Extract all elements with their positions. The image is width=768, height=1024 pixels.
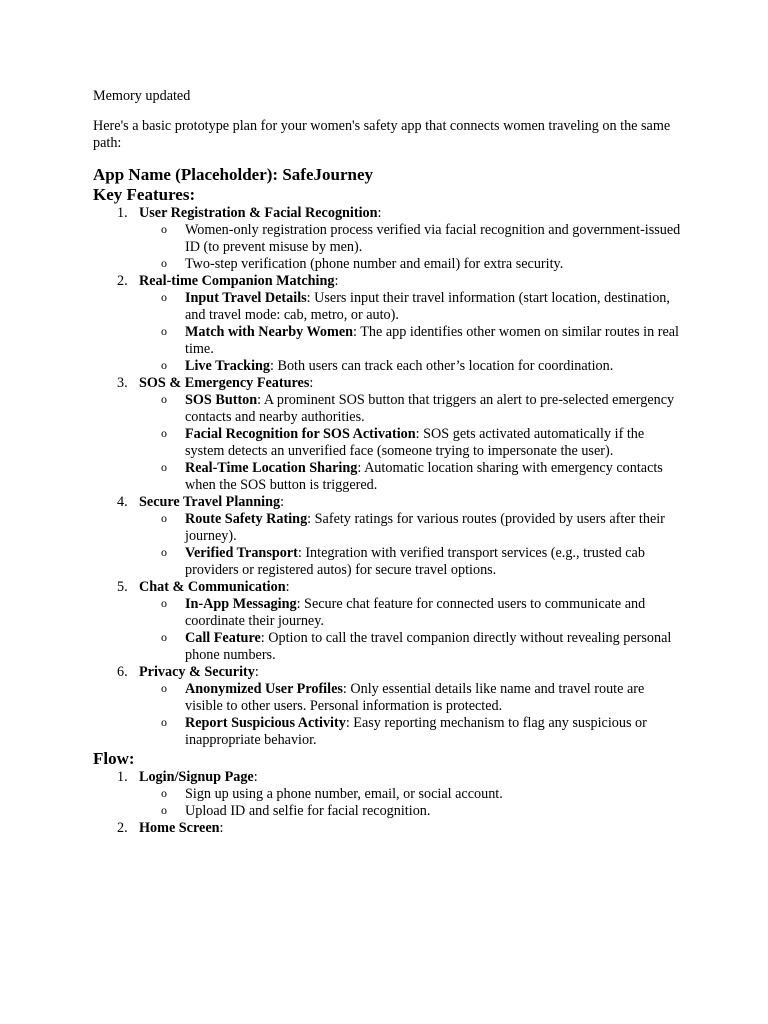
feature-subitem [139,324,683,358]
feature-item [93,664,683,749]
hollow-circle-bullet-icon: o [161,290,167,304]
feature-sublist [139,222,683,273]
feature-subitem [139,392,683,426]
feature-subitem-label: Anonymized User Profiles [185,681,343,697]
intro-paragraph: Here's a basic prototype plan for your women's safety app that connects women traveling on the same path: [93,118,671,151]
feature-subitem [139,256,683,273]
feature-subitem-text: : Both users can track each other’s location for coordination. [270,358,614,374]
feature-sublist [139,596,683,664]
feature-title: Chat & Communication [139,579,286,595]
hollow-circle-bullet-icon: o [161,715,167,729]
feature-subitem-label: Call Feature [185,630,261,646]
feature-subitem [139,681,683,715]
feature-subitem-label: Match with Nearby Women [185,324,354,340]
feature-sublist [139,511,683,579]
feature-subitem-label: SOS Button [185,392,258,408]
feature-subitem-text: : Option to call the travel companion directly without revealing personal phone numbers. [185,630,672,663]
hollow-circle-bullet-icon: o [161,545,167,559]
feature-subitem-text: : Automatic location sharing with emergency contacts when the SOS button is triggered. [185,460,663,493]
flow-step-number: 2. [117,820,128,836]
feature-subitem-label: Route Safety Rating [185,511,308,527]
feature-subitem-label: In-App Messaging [185,596,297,612]
hollow-circle-bullet-icon: o [161,324,167,338]
feature-subitem-text: : Users input their travel information (start location, destination, and travel mode: cab, metro, or auto). [185,290,670,323]
feature-subitem [139,290,683,324]
document-page [93,88,683,837]
flow-step-title-colon: : [253,769,258,785]
feature-title-colon: : [309,375,314,391]
flow-heading: Flow: [93,749,135,768]
key-features-heading: Key Features: [93,185,196,204]
hollow-circle-bullet-icon: o [161,803,167,817]
feature-subitem-label: Real-Time Location Sharing [185,460,358,476]
feature-subitem [139,630,683,664]
feature-subitem-text: : Only essential details like name and travel route are visible to other users. Personal information is protected. [185,681,645,714]
feature-subitem [139,596,683,630]
memory-updated-note: Memory updated [93,88,191,104]
hollow-circle-bullet-icon: o [161,426,167,440]
feature-sublist [139,681,683,749]
feature-sublist [139,290,683,375]
feature-title: Secure Travel Planning [139,494,281,510]
hollow-circle-bullet-icon: o [161,630,167,644]
feature-subitem [139,715,683,749]
feature-subitem-label: Live Tracking [185,358,270,374]
hollow-circle-bullet-icon: o [161,222,167,236]
key-features-list [93,205,683,749]
flow-step-subitem [139,803,683,820]
feature-subitem [139,460,683,494]
feature-number: 3. [117,375,128,391]
hollow-circle-bullet-icon: o [161,786,167,800]
feature-item [93,273,683,375]
feature-number: 1. [117,205,128,221]
feature-subitem-label: Facial Recognition for SOS Activation [185,426,416,442]
feature-subitem-text: : The app identifies other women on similar routes in real time. [185,324,679,357]
feature-title-colon: : [280,494,285,510]
feature-item [93,494,683,579]
flow-step-subitem [139,786,683,803]
feature-subitem-text: : Easy reporting mechanism to flag any suspicious or inappropriate behavior. [185,715,647,748]
feature-subitem [139,511,683,545]
feature-title-colon: : [254,664,259,680]
feature-number: 2. [117,273,128,289]
feature-sublist [139,392,683,494]
feature-subitem [139,426,683,460]
hollow-circle-bullet-icon: o [161,392,167,406]
hollow-circle-bullet-icon: o [161,460,167,474]
feature-subitem-text: : Integration with verified transport services (e.g., trusted cab providers or registered autos) for secure travel options. [185,545,645,578]
flow-step-title-colon: : [219,820,224,836]
flow-step-item [93,820,683,837]
feature-subitem [139,222,683,256]
feature-title: Privacy & Security [139,664,255,680]
feature-number: 5. [117,579,128,595]
feature-title: Real-time Companion Matching [139,273,335,289]
feature-number: 4. [117,494,128,510]
flow-step-subitem-text: Sign up using a phone number, email, or social account. [185,786,503,802]
flow-step-sublist [139,786,683,820]
hollow-circle-bullet-icon: o [161,681,167,695]
feature-title: User Registration & Facial Recognition [139,205,378,221]
feature-subitem-text: : SOS gets activated automatically if the system detects an unverified face (someone trying to impersonate the user). [185,426,645,459]
feature-title-colon: : [285,579,290,595]
feature-subitem-label: Verified Transport [185,545,298,561]
feature-title-colon: : [377,205,382,221]
hollow-circle-bullet-icon: o [161,358,167,372]
feature-subitem-text: : Secure chat feature for connected users to communicate and coordinate their journey. [185,596,646,629]
feature-title-colon: : [334,273,339,289]
feature-subitem [139,545,683,579]
feature-subitem-label: Report Suspicious Activity [185,715,346,731]
feature-subitem-label: Input Travel Details [185,290,307,306]
hollow-circle-bullet-icon: o [161,256,167,270]
flow-step-title: Home Screen [139,820,220,836]
feature-title: SOS & Emergency Features [139,375,310,391]
feature-subitem-text: : A prominent SOS button that triggers an alert to pre-selected emergency contacts and nearby authorities. [185,392,675,425]
flow-step-subitem-text: Upload ID and selfie for facial recognition. [185,803,431,819]
feature-item [93,375,683,494]
flow-step-number: 1. [117,769,128,785]
hollow-circle-bullet-icon: o [161,596,167,610]
feature-item [93,579,683,664]
flow-step-title: Login/Signup Page [139,769,254,785]
feature-item [93,205,683,273]
feature-subitem-text: Two-step verification (phone number and email) for extra security. [185,256,564,272]
hollow-circle-bullet-icon: o [161,511,167,525]
flow-list [93,769,683,837]
feature-subitem-text: : Safety ratings for various routes (provided by users after their journey). [185,511,665,544]
flow-step-item [93,769,683,820]
app-name-heading: App Name (Placeholder): SafeJourney [93,165,373,184]
feature-number: 6. [117,664,128,680]
feature-subitem [139,358,683,375]
feature-subitem-text: Women-only registration process verified via facial recognition and government-issued ID (to prevent misuse by men). [185,222,681,255]
